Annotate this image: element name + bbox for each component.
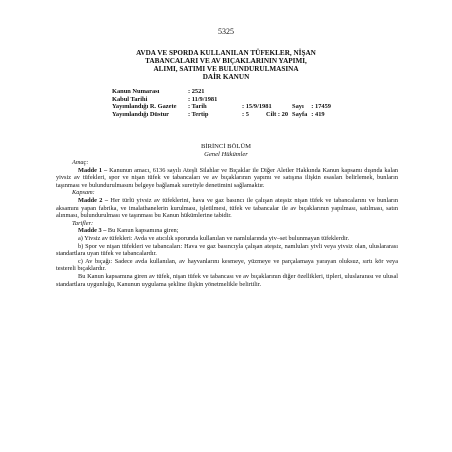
closing-paragraph: Bu Kanun kapsamına giren av tüfek, nişan tüfek ve tabancası ve av bıçaklarının diğer özellikleri, tipleri, uluslararası ve ulusal standartlara uygunluğu, Kanunun uygulama şekline ilişkin yönetmelikle belirtilir. — [56, 272, 398, 288]
page-number: 5325 — [218, 27, 234, 36]
law-body — [56, 159, 398, 288]
meta-row-kanun — [112, 88, 335, 96]
meta-value: : Tertip — [188, 110, 209, 118]
meta-value: : Tarih — [188, 103, 207, 111]
meta-value: : 11/9/1981 — [188, 95, 218, 103]
meta-label: Sayfa — [292, 110, 308, 118]
meta-value: : 17459 — [311, 103, 331, 111]
meta-label: Sayı — [292, 103, 304, 111]
law-title-line: TABANCALARI VE AV BIÇAKLARININ YAPIMI, — [145, 57, 307, 65]
meta-row-dustur — [112, 111, 335, 119]
meta-value: Cilt : 20 — [266, 110, 289, 118]
article-text: Her türlü yivsiz av tüfeklerini, hava ve gaz basıncı ile çalışan ateşsiz nişan tüfek ve tabancalarını ve bunların aksamını yapan fabrika, ve imalathanelerin kurulması, işletilmesi, tüfek ve tabancalar ile av bıçaklarının yapılması, satılması, satın alınması, bulundurulması ve taşınması bu Kanun hükümlerine tabidir. — [56, 196, 398, 220]
law-title-line: DAİR KANUN — [202, 73, 250, 81]
article-heading: Madde 2 – — [78, 196, 108, 204]
article-text: Bu Kanun kapsamına giren; — [107, 227, 179, 235]
section-title: BİRİNCİ BÖLÜM — [200, 143, 251, 150]
definition-item-a: a) Yivsiz av tüfekleri: Avda ve atıcılık sporunda kullanılan ve namlularında yiv–set bulunmayan tüfeklerdir. — [78, 234, 350, 242]
meta-value: : 2521 — [188, 88, 205, 95]
meta-label: Kanun Numarası — [112, 88, 160, 95]
section-heading — [0, 143, 452, 158]
definition-item-b: b) Spor ve nişan tüfekleri ve tabancaları: Hava ve gaz basıncıyla çalışan ateşsiz, namluları yivli veya yivsiz olan, uluslararası standartlara uyan tüfek ve tabancalardır. — [56, 242, 398, 258]
article-label-amac: Amaç: — [72, 159, 89, 166]
article-1 — [56, 167, 398, 190]
meta-value: : 419 — [311, 110, 325, 118]
article-heading: Madde 1 – — [78, 166, 108, 174]
article-label-kapsam: Kapsam: — [72, 189, 95, 197]
article-label-tarifler: Tarifler: — [72, 219, 94, 227]
law-title — [100, 49, 352, 81]
article-2 — [56, 197, 398, 220]
meta-value: : 5 — [242, 110, 249, 118]
meta-value: : 15/9/1981 — [242, 103, 272, 111]
meta-row-kabul — [112, 96, 335, 104]
article-heading: Madde 3 – — [78, 227, 107, 235]
article-text: Kanunun amacı, 6136 sayılı Ateşli Silahlar ve Bıçaklar ile Diğer Aletler Hakkında Kanun kapsamı dışında kalan yivsiz av tüfekleri, spor ve nişan tüfek ve tabancaları ve av bıçaklarının yapımı ve satışına ilişkin esasları belirlemek, bunların taşınması ve bulundurulmasını belgeye bağlamak suretiyle denetimini sağlamaktır. — [56, 166, 399, 189]
meta-label: Kabul Tarihi — [112, 95, 148, 103]
law-metadata-table — [112, 88, 335, 118]
meta-row-resmi-gazete — [112, 103, 335, 111]
section-subtitle: Genel Hükümler — [204, 150, 248, 158]
article-3 — [56, 227, 398, 235]
definition-item-c: c) Av bıçağı: Sadece avda kullanılan, av hayvanlarını kesmeye, yüzmeye ve parçalamaya yarayan oluksuz, sırtı kör veya testereli bıçaklardır. — [56, 257, 398, 273]
meta-label: Yayımlandığı R. Gazete — [112, 103, 177, 111]
meta-label: Yayımlandığı Düstur — [112, 110, 169, 118]
law-title-line: AVDA VE SPORDA KULLANILAN TÜFEKLER, NİŞAN — [136, 49, 316, 57]
law-title-line: ALIMI, SATIMI VE BULUNDURULMASINA — [153, 65, 299, 73]
